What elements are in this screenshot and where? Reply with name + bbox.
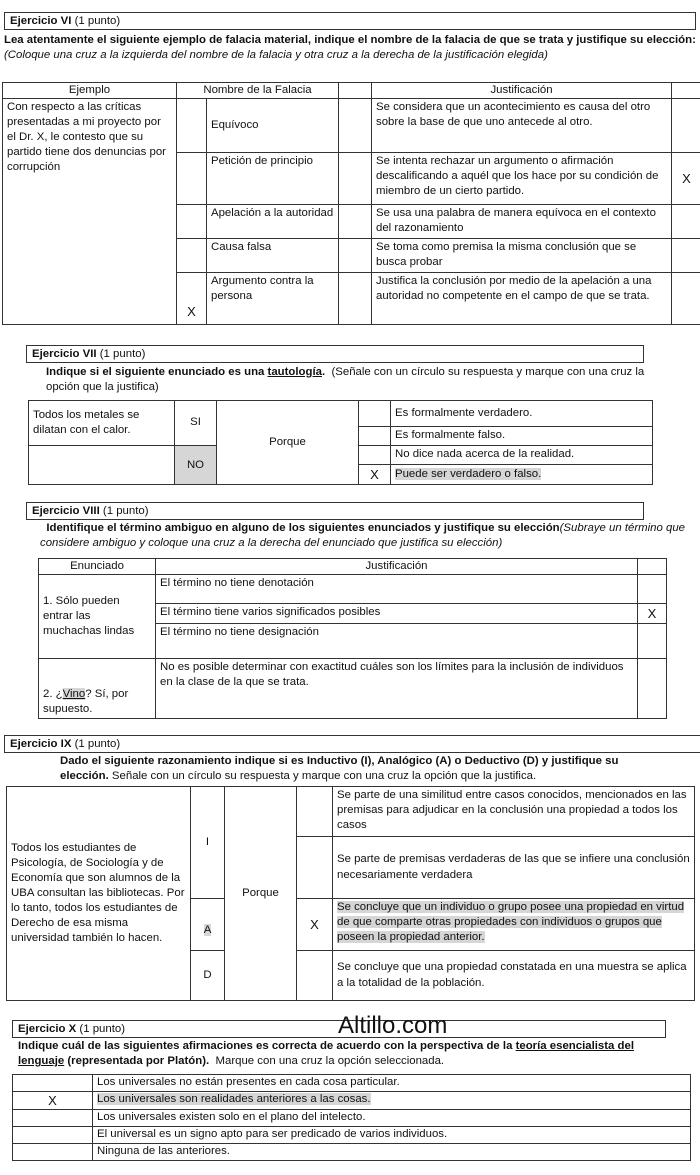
ex8-justification: El término no tiene designación: [156, 624, 638, 659]
ex8-header: [26, 502, 644, 520]
ex6-name-option: Equívoco: [207, 99, 339, 153]
ex7-statement: Todos los metales se dilatan con el calor.: [29, 401, 175, 446]
ex10-instructions: Indique cuál de las siguientes afirmaciones es correcta de acuerdo con la perspectiva de la teoría esencialista del lenguaje (representada por Platón). Marque con una cruz la opción seleccionada.: [18, 1040, 634, 1068]
ex9-mark[interactable]: [297, 787, 333, 837]
ex9-mark[interactable]: X: [297, 899, 333, 951]
ex6-name-mark[interactable]: [177, 239, 207, 273]
ex10-option: [93, 1092, 691, 1110]
ex6-just-mark[interactable]: X: [672, 153, 700, 205]
ex7-instructions: Indique si el siguiente enunciado es una tautología. (Señale con un círculo su respuesta y marque con una cruz la opción que la justifica): [46, 366, 645, 394]
ex8-mark[interactable]: [638, 624, 667, 659]
ex9-option-a[interactable]: A: [191, 899, 225, 951]
ex9-justification: Se concluye que una propiedad constatada en una muestra se aplica a la totalidad de la población.: [333, 951, 695, 1001]
ex8-title: Ejercicio VIII: [32, 505, 100, 517]
ex9-justification: [333, 899, 695, 951]
ex8-table: [38, 558, 667, 719]
ex7-keyword: tautología: [267, 366, 322, 378]
ex6-name-mark[interactable]: [177, 99, 207, 153]
ex9-justification-highlight: Se concluye que un individuo o grupo posee una propiedad en virtud de que comparte otras propiedades con individuos o grupos que poseen la propiedad anterior.: [337, 901, 685, 944]
ex10-keyword: teoría esencialista del lenguaje: [18, 1040, 634, 1068]
ex8-instructions: Identifique el término ambiguo en alguno de los siguientes enunciados y justifique su elección(Subraye un término que considere ambiguo y coloque una cruz a la derecha del enunciado que justifica su elección): [40, 522, 686, 550]
ex6-just-option: Se considera que un acontecimiento es causa del otro sobre la base de que uno antecede al otro.: [372, 99, 672, 153]
ex6-name-option: Petición de principio: [207, 153, 339, 205]
ex9-title: Ejercicio IX: [10, 738, 72, 750]
ex8-underlined-term: Vino: [62, 688, 86, 701]
ex10-option: El universal es un signo apto para ser predicado de varios individuos.: [93, 1127, 691, 1144]
watermark-text: Altillo.com: [338, 1012, 448, 1039]
ex9-points: (1 punto): [74, 738, 121, 750]
ex7-porque: Porque: [217, 401, 359, 485]
ex9-mark[interactable]: [297, 837, 333, 899]
ex9-header: [4, 735, 700, 753]
ex9-option-i[interactable]: I: [191, 787, 225, 899]
ex6-name-mark[interactable]: [177, 205, 207, 239]
ex7-points: (1 punto): [99, 348, 146, 360]
ex8-head-just: Justificación: [156, 559, 638, 575]
ex9-argument: Todos los estudiantes de Psicología, de Sociología y de Economía que son alumnos de la UBA consultan las bibliotecas. Por lo tanto, todos los estudiantes de Derecho de esa misma universidad también lo hacen.: [7, 787, 191, 1001]
ex7-justification-highlight: Puede ser verdadero o falso.: [395, 468, 542, 481]
ex10-option: Ninguna de las anteriores.: [93, 1144, 691, 1161]
ex8-mark[interactable]: [638, 575, 667, 604]
ex9-mark[interactable]: [297, 951, 333, 1001]
ex9-option-d[interactable]: D: [191, 951, 225, 1001]
ex9-table: [6, 786, 695, 1001]
ex6-just-option: Justifica la conclusión por medio de la apelación a una autoridad no competente en el campo de que se trata.: [372, 273, 672, 325]
ex6-name-option: Argumento contra la persona: [207, 273, 339, 325]
ex7-justification: No dice nada acerca de la realidad.: [391, 446, 653, 465]
ex8-justification: No es posible determinar con exactitud cuáles son los límites para la inclusión de individuos en la clase de la que se trata.: [156, 659, 638, 719]
ex6-title: Ejercicio VI: [10, 15, 72, 27]
ex7-mark[interactable]: X: [359, 465, 391, 485]
ex6-head-just: Justificación: [372, 83, 672, 99]
ex7-table: [28, 400, 653, 485]
ex7-option-no[interactable]: NO: [175, 446, 217, 485]
ex7-justification: Es formalmente falso.: [391, 427, 653, 446]
ex6-just-option: Se intenta rechazar un argumento o afirmación descalificando a aquél que los hace por su condición de miembro de un cierto partido.: [372, 153, 672, 205]
ex8-statement-2: 2. ¿Vino? Sí, por supuesto.: [39, 659, 156, 719]
ex6-just-option: Se usa una palabra de manera equívoca en el contexto del razonamiento: [372, 205, 672, 239]
ex6-head-example: Ejemplo: [3, 83, 177, 99]
ex6-just-mark[interactable]: [672, 273, 700, 325]
ex10-points: (1 punto): [79, 1023, 126, 1035]
ex10-mark[interactable]: [13, 1110, 93, 1127]
ex6-just-mark[interactable]: [672, 99, 700, 153]
ex6-just-mark[interactable]: [672, 205, 700, 239]
ex6-points: (1 punto): [74, 15, 121, 27]
ex9-justification: Se parte de una similitud entre casos conocidos, mencionados en las premisas para adjudicar en la conclusión una propiedad a todos los casos: [333, 787, 695, 837]
ex10-mark[interactable]: [13, 1144, 93, 1161]
ex10-mark[interactable]: [13, 1127, 93, 1144]
ex8-points: (1 punto): [102, 505, 149, 517]
ex10-option: Los universales no están presentes en cada cosa particular.: [93, 1075, 691, 1092]
ex6-just-option: Se toma como premisa la misma conclusión que se busca probar: [372, 239, 672, 273]
ex8-justification: El término no tiene denotación: [156, 575, 638, 604]
ex7-option-si[interactable]: SI: [175, 401, 217, 446]
ex6-instructions: Lea atentamente el siguiente ejemplo de falacia material, indique el nombre de la falacia de que se trata y justifique su elección: (Coloque una cruz a la izquierda del nombre de la falacia y otra cruz a la derecha de la justificación elegida): [4, 34, 696, 62]
ex8-head-stmt: Enunciado: [39, 559, 156, 575]
ex7-mark[interactable]: [359, 401, 391, 427]
ex10-title: Ejercicio X: [18, 1023, 77, 1035]
ex7-mark[interactable]: [359, 446, 391, 465]
ex6-header: [4, 12, 696, 30]
ex10-table: [12, 1074, 691, 1161]
ex6-name-mark[interactable]: X: [177, 273, 207, 325]
ex8-mark[interactable]: X: [638, 604, 667, 624]
ex10-mark[interactable]: [13, 1075, 93, 1092]
ex6-just-mark[interactable]: [672, 239, 700, 273]
ex7-mark[interactable]: [359, 427, 391, 446]
ex8-statement-1: 1. Sólo pueden entrar las muchachas lindas: [39, 575, 156, 659]
ex10-mark[interactable]: X: [13, 1092, 93, 1110]
ex7-justification: [391, 465, 653, 485]
ex6-head-name: Nombre de la Falacia: [177, 83, 339, 99]
ex6-name-option: Apelación a la autoridad: [207, 205, 339, 239]
ex9-justification: Se parte de premisas verdaderas de las que se infiere una conclusión necesariamente verdadera: [333, 837, 695, 899]
ex8-justification: El término tiene varios significados posibles: [156, 604, 638, 624]
ex7-title: Ejercicio VII: [32, 348, 97, 360]
ex6-name-mark[interactable]: [177, 153, 207, 205]
ex9-instructions: Dado el siguiente razonamiento indique si es Inductivo (I), Analógico (A) o Deductivo (D) y justifique su elección. Señale con un círculo su respuesta y marque con una cruz la opción que la justifica.: [60, 755, 619, 783]
ex7-justification: Es formalmente verdadero.: [391, 401, 653, 427]
ex6-table: [2, 82, 700, 325]
ex8-mark[interactable]: [638, 659, 667, 719]
ex10-option-highlight: Los universales son realidades anteriores a las cosas.: [97, 1093, 371, 1105]
ex6-example-text: Con respecto a las críticas presentadas a mi proyecto por el Dr. X, le contesto que su partido tiene dos denuncias por corrupción: [3, 99, 177, 325]
ex6-name-option: Causa falsa: [207, 239, 339, 273]
ex10-option: Los universales existen solo en el plano del intelecto.: [93, 1110, 691, 1127]
ex7-header: [26, 345, 644, 363]
ex9-porque: Porque: [225, 787, 297, 1001]
